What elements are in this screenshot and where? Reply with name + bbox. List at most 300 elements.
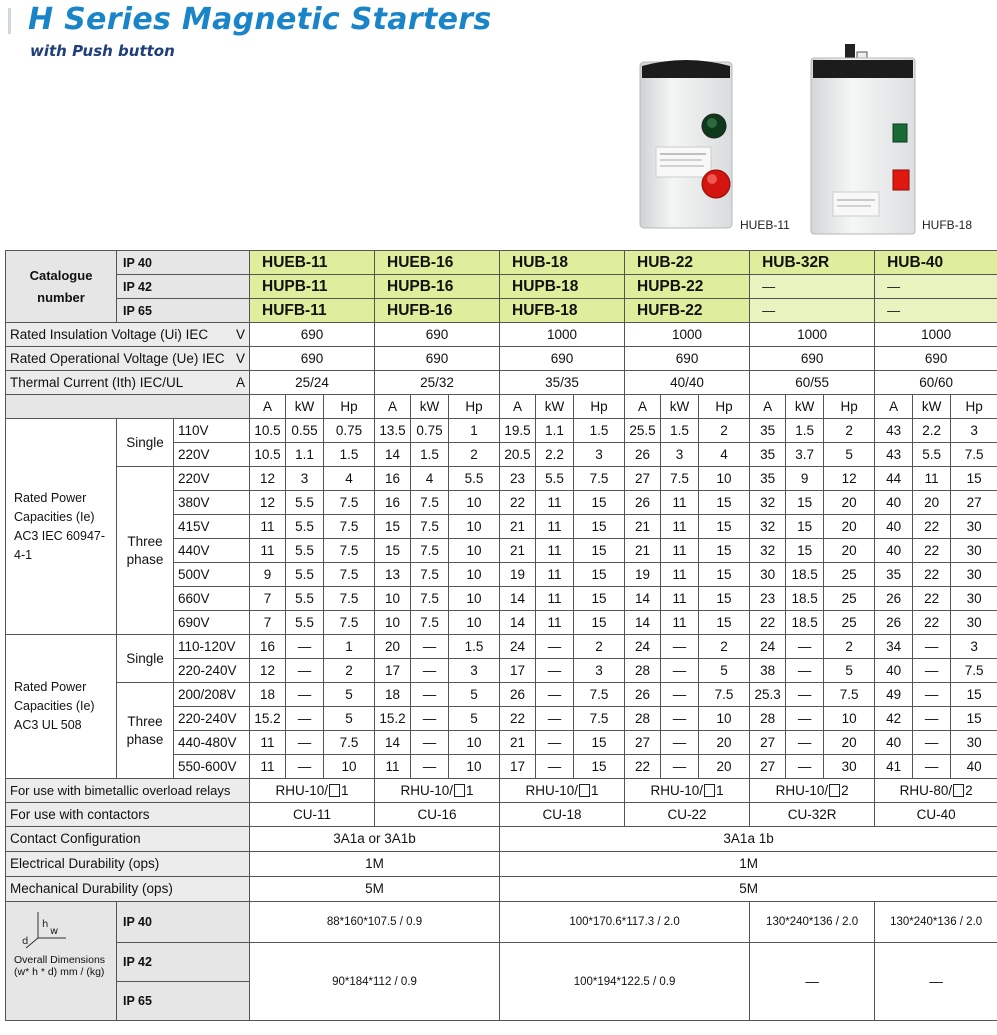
power-value: 23 [500, 467, 536, 491]
power-value: 15 [574, 755, 625, 779]
catalogue-model-cell: — [875, 299, 997, 323]
power-value: 5.5 [286, 587, 324, 611]
rating-value: 1000 [750, 323, 875, 347]
catalogue-model-cell: HUB-22 [625, 251, 750, 275]
power-value: 32 [750, 491, 786, 515]
power-value: 15 [699, 587, 750, 611]
power-value: 7.5 [411, 587, 449, 611]
power-value: 11 [250, 515, 286, 539]
power-value: 35 [875, 563, 913, 587]
power-value: 7.5 [324, 491, 375, 515]
power-value: 15.2 [375, 707, 411, 731]
power-value: — [286, 755, 324, 779]
ip-rating-label: IP 40 [117, 902, 250, 943]
rating-value: 690 [375, 347, 500, 371]
table-row [6, 323, 997, 347]
contactor-value: CU-18 [500, 803, 625, 827]
power-value: 43 [875, 419, 913, 443]
catalogue-model-cell: HUFB-18 [500, 299, 625, 323]
voltage-label: 200/208V [174, 683, 250, 707]
rating-unit: V [235, 327, 245, 342]
voltage-label: 660V [174, 587, 250, 611]
voltage-label: 415V [174, 515, 250, 539]
power-value: 5 [324, 683, 375, 707]
power-value: — [661, 683, 699, 707]
table-row [6, 943, 997, 982]
three-phase-label: Three phase [117, 467, 174, 635]
dimension-value: — [750, 943, 875, 1021]
catalogue-model-cell: HUPB-16 [375, 275, 500, 299]
power-value: 11 [536, 515, 574, 539]
power-value: — [913, 683, 951, 707]
contact-config-label: Contact Configuration [6, 827, 250, 852]
contactors-label: For use with contactors [6, 803, 250, 827]
rating-value: 1000 [500, 323, 625, 347]
dimension-value: 90*184*112 / 0.9 [250, 943, 500, 1021]
power-value: 15 [786, 515, 824, 539]
power-value: 11 [375, 755, 411, 779]
unit-header: kW [786, 395, 824, 419]
power-value: 5.5 [286, 611, 324, 635]
table-row [6, 299, 997, 323]
relay-blank-box [329, 784, 340, 797]
power-value: 7.5 [951, 443, 997, 467]
power-value: — [536, 731, 574, 755]
power-value: 26 [625, 683, 661, 707]
rating-label [6, 323, 250, 347]
catalogue-model-cell: HUFB-11 [250, 299, 375, 323]
power-value: 11 [250, 731, 286, 755]
power-value: 2 [824, 635, 875, 659]
table-row [6, 852, 997, 877]
table-row [6, 683, 997, 707]
relay-suffix: 1 [341, 782, 349, 798]
dimensions-icon [8, 908, 68, 950]
catalogue-model-cell: HUPB-11 [250, 275, 375, 299]
relay-suffix: 1 [466, 782, 474, 798]
power-value: 7.5 [824, 683, 875, 707]
power-value: — [913, 635, 951, 659]
power-value: 3 [661, 443, 699, 467]
table-row [6, 467, 997, 491]
unit-header: A [875, 395, 913, 419]
power-value: 15 [574, 491, 625, 515]
power-value: 5.5 [286, 539, 324, 563]
power-value: 11 [661, 515, 699, 539]
power-value: — [661, 731, 699, 755]
rating-value: 40/40 [625, 371, 750, 395]
power-value: 32 [750, 515, 786, 539]
table-row [6, 347, 997, 371]
power-value: 20 [824, 491, 875, 515]
power-value: — [411, 707, 449, 731]
voltage-label: 380V [174, 491, 250, 515]
power-value: 2.2 [913, 419, 951, 443]
power-value: 28 [625, 659, 661, 683]
power-value: 11 [661, 587, 699, 611]
relay-suffix: 1 [716, 782, 724, 798]
power-value: 26 [625, 491, 661, 515]
image-caption-hufb-18: HUFB-18 [922, 218, 973, 232]
power-value: 11 [913, 467, 951, 491]
unit-header: Hp [449, 395, 500, 419]
power-value: 11 [661, 563, 699, 587]
catalogue-model-cell: — [875, 275, 997, 299]
rating-label [6, 371, 250, 395]
table-row [6, 395, 997, 419]
power-value: 40 [951, 755, 997, 779]
rating-unit: A [235, 375, 245, 390]
power-value: 22 [500, 707, 536, 731]
power-value: 18.5 [786, 563, 824, 587]
power-value: — [286, 635, 324, 659]
power-value: 27 [625, 467, 661, 491]
power-value: 0.75 [324, 419, 375, 443]
power-value: 0.55 [286, 419, 324, 443]
page-subtitle: with Push button [30, 42, 175, 60]
power-value: — [913, 731, 951, 755]
relays-label: For use with bimetallic overload relays [6, 779, 250, 803]
power-value: 23 [750, 587, 786, 611]
power-value: 11 [536, 539, 574, 563]
power-value: 7.5 [411, 515, 449, 539]
power-value: 14 [375, 443, 411, 467]
power-value: 44 [875, 467, 913, 491]
power-value: 10 [449, 755, 500, 779]
power-value: 22 [500, 491, 536, 515]
power-value: — [286, 659, 324, 683]
power-value: 20 [699, 755, 750, 779]
unit-header: A [250, 395, 286, 419]
power-value: 5 [449, 683, 500, 707]
power-value: — [661, 755, 699, 779]
dimensions-label-cell [6, 902, 117, 1021]
power-value: 9 [786, 467, 824, 491]
power-value: 1.5 [574, 419, 625, 443]
voltage-label: 110V [174, 419, 250, 443]
power-value: 10 [375, 587, 411, 611]
power-value: — [411, 683, 449, 707]
catalogue-model-cell: HUFB-22 [625, 299, 750, 323]
power-value: 3 [574, 659, 625, 683]
power-value: 4 [699, 443, 750, 467]
catalogue-model-cell: HUEB-16 [375, 251, 500, 275]
unit-header: Hp [324, 395, 375, 419]
power-value: 7.5 [324, 539, 375, 563]
power-value: 15 [699, 563, 750, 587]
voltage-label: 220V [174, 443, 250, 467]
power-value: 11 [536, 587, 574, 611]
power-value: 20.5 [500, 443, 536, 467]
power-value: — [411, 755, 449, 779]
rating-value: 25/24 [250, 371, 375, 395]
power-value: 5.5 [913, 443, 951, 467]
power-value: — [411, 659, 449, 683]
power-value: 10.5 [250, 443, 286, 467]
relay-model: RHU-80/ [899, 782, 953, 798]
relay-suffix: 2 [841, 782, 849, 798]
power-value: — [661, 635, 699, 659]
power-value: 7.5 [411, 491, 449, 515]
relay-model: RHU-10/ [775, 782, 829, 798]
power-value: 10 [699, 707, 750, 731]
power-value: 1.5 [324, 443, 375, 467]
power-value: — [786, 635, 824, 659]
relay-value [250, 779, 375, 803]
power-value: 11 [250, 755, 286, 779]
power-value: 22 [913, 611, 951, 635]
power-value: 35 [750, 443, 786, 467]
power-value: 26 [500, 683, 536, 707]
power-value: 18.5 [786, 611, 824, 635]
power-value: 11 [536, 491, 574, 515]
table-row [6, 827, 997, 852]
power-value: 49 [875, 683, 913, 707]
power-value: 20 [824, 515, 875, 539]
power-value: 7.5 [324, 731, 375, 755]
power-value: 15 [574, 563, 625, 587]
power-value: — [536, 683, 574, 707]
power-value: 5 [824, 659, 875, 683]
catalogue-model-cell: — [750, 299, 875, 323]
power-value: 25.5 [625, 419, 661, 443]
voltage-label: 110-120V [174, 635, 250, 659]
table-row [6, 251, 997, 275]
power-value: 2 [324, 659, 375, 683]
rating-value: 690 [875, 347, 997, 371]
power-value: 40 [875, 515, 913, 539]
power-value: 25 [824, 587, 875, 611]
relay-blank-box [704, 784, 715, 797]
power-value: 15 [951, 467, 997, 491]
iec-power-label: Rated Power Capacities (Ie) AC3 IEC 60947-4-1 [6, 419, 117, 635]
power-value: 40 [875, 659, 913, 683]
power-value: 14 [500, 587, 536, 611]
power-value: — [536, 635, 574, 659]
relay-suffix: 2 [965, 782, 973, 798]
table-row [6, 779, 997, 803]
unit-header: Hp [699, 395, 750, 419]
power-value: 3.7 [786, 443, 824, 467]
power-value: 2 [699, 419, 750, 443]
power-value: — [786, 659, 824, 683]
power-value: 15 [574, 731, 625, 755]
contactor-value: CU-11 [250, 803, 375, 827]
relay-value [875, 779, 997, 803]
power-value: 30 [951, 587, 997, 611]
power-value: 30 [951, 731, 997, 755]
electrical-value: 1M [500, 852, 997, 877]
power-value: 13 [375, 563, 411, 587]
catalogue-number-label: Catalogue number [6, 251, 117, 323]
ul-power-label: Rated Power Capacities (Ie) AC3 UL 508 [6, 635, 117, 779]
power-value: — [536, 707, 574, 731]
power-value: 9 [250, 563, 286, 587]
voltage-label: 220-240V [174, 659, 250, 683]
mechanical-value: 5M [250, 877, 500, 902]
rating-value: 690 [500, 347, 625, 371]
relay-blank-box [953, 784, 964, 797]
relay-model: RHU-10/ [650, 782, 704, 798]
power-value: 11 [536, 563, 574, 587]
relay-blank-box [454, 784, 465, 797]
power-value: 15 [375, 539, 411, 563]
electrical-label: Electrical Durability (ops) [6, 852, 250, 877]
power-value: 27 [750, 755, 786, 779]
power-value: 5.5 [286, 515, 324, 539]
relay-value [375, 779, 500, 803]
power-value: 15 [574, 515, 625, 539]
dimensions-label: Overall Dimensions (w* h * d) mm / (kg) [14, 954, 106, 978]
table-row [6, 803, 997, 827]
power-value: 7.5 [324, 515, 375, 539]
mechanical-value: 5M [500, 877, 997, 902]
power-value: 42 [875, 707, 913, 731]
power-value: 35 [750, 419, 786, 443]
power-value: 7.5 [411, 563, 449, 587]
voltage-label: 690V [174, 611, 250, 635]
contactor-value: CU-16 [375, 803, 500, 827]
ip-rating-label: IP 65 [117, 982, 250, 1021]
power-value: 0.75 [411, 419, 449, 443]
power-value: 30 [951, 539, 997, 563]
title-accent-bar [8, 8, 11, 34]
power-value: — [286, 707, 324, 731]
power-value: — [661, 707, 699, 731]
unit-header: kW [913, 395, 951, 419]
contactor-value: CU-32R [750, 803, 875, 827]
power-value: 7.5 [411, 539, 449, 563]
power-value: 19 [625, 563, 661, 587]
power-value: — [661, 659, 699, 683]
power-value: 15 [951, 707, 997, 731]
power-value: 26 [875, 587, 913, 611]
product-image-hueb-11 [636, 52, 756, 232]
power-value: 2 [824, 419, 875, 443]
power-value: 15 [699, 611, 750, 635]
power-value: 15 [699, 539, 750, 563]
power-value: 27 [750, 731, 786, 755]
catalogue-model-cell: — [750, 275, 875, 299]
power-value: 11 [250, 539, 286, 563]
voltage-label: 550-600V [174, 755, 250, 779]
svg-text:d: d [22, 936, 29, 947]
power-value: 40 [875, 731, 913, 755]
power-value: 12 [250, 491, 286, 515]
power-value: 21 [625, 515, 661, 539]
contact-config-value: 3A1a 1b [500, 827, 997, 852]
power-value: 3 [286, 467, 324, 491]
relay-model: RHU-10/ [275, 782, 328, 798]
table-row [6, 877, 997, 902]
rating-value: 35/35 [500, 371, 625, 395]
power-value: 25 [824, 611, 875, 635]
power-value: 22 [913, 563, 951, 587]
power-value: 11 [661, 611, 699, 635]
power-value: 22 [625, 755, 661, 779]
power-value: 7.5 [661, 467, 699, 491]
power-value: 24 [750, 635, 786, 659]
power-value: 43 [875, 443, 913, 467]
power-value: 20 [699, 731, 750, 755]
power-value: 10 [449, 563, 500, 587]
rating-unit: V [235, 351, 245, 366]
power-value: 14 [375, 731, 411, 755]
power-value: 28 [750, 707, 786, 731]
power-value: 5.5 [449, 467, 500, 491]
unit-header: Hp [951, 395, 997, 419]
table-row [6, 902, 997, 943]
power-value: — [536, 659, 574, 683]
power-value: 15 [375, 515, 411, 539]
power-value: 5.5 [286, 563, 324, 587]
power-value: 27 [625, 731, 661, 755]
power-value: 28 [625, 707, 661, 731]
power-value: — [786, 731, 824, 755]
table-row [6, 635, 997, 659]
power-value: 11 [536, 611, 574, 635]
power-value: 32 [750, 539, 786, 563]
power-value: 19.5 [500, 419, 536, 443]
power-value: 38 [750, 659, 786, 683]
svg-text:w: w [50, 926, 59, 937]
voltage-label: 440V [174, 539, 250, 563]
power-value: 24 [625, 635, 661, 659]
power-value: — [913, 659, 951, 683]
rating-value: 690 [250, 323, 375, 347]
power-value: 20 [824, 731, 875, 755]
catalogue-model-cell: HUB-32R [750, 251, 875, 275]
rating-value: 690 [750, 347, 875, 371]
electrical-value: 1M [250, 852, 500, 877]
power-value: 20 [375, 635, 411, 659]
table-row [6, 371, 997, 395]
power-value: 14 [500, 611, 536, 635]
relay-suffix: 1 [591, 782, 599, 798]
catalogue-model-cell: HUPB-18 [500, 275, 625, 299]
relay-blank-box [579, 784, 590, 797]
ip-rating-label: IP 42 [117, 943, 250, 982]
power-value: 20 [913, 491, 951, 515]
contactor-value: CU-40 [875, 803, 997, 827]
power-value: 2 [699, 635, 750, 659]
power-value: 1.5 [786, 419, 824, 443]
power-value: 21 [625, 539, 661, 563]
power-value: 22 [913, 587, 951, 611]
power-value: 1 [324, 635, 375, 659]
single-phase-label: Single [117, 419, 174, 467]
power-value: 16 [375, 467, 411, 491]
unit-header: A [625, 395, 661, 419]
power-value: 10 [449, 539, 500, 563]
svg-text:h: h [42, 919, 49, 930]
unit-header: Hp [824, 395, 875, 419]
power-value: — [786, 707, 824, 731]
power-value: 15 [699, 491, 750, 515]
power-value: 15 [786, 539, 824, 563]
catalogue-model-cell: HUB-40 [875, 251, 997, 275]
contactor-value: CU-22 [625, 803, 750, 827]
power-value: 1.5 [411, 443, 449, 467]
dimension-value: 130*240*136 / 2.0 [750, 902, 875, 943]
relay-value [500, 779, 625, 803]
power-value: — [411, 731, 449, 755]
power-value: — [913, 755, 951, 779]
power-value: 18 [375, 683, 411, 707]
power-value: 20 [824, 539, 875, 563]
ip-rating-label: IP 40 [117, 251, 250, 275]
rating-value: 690 [250, 347, 375, 371]
